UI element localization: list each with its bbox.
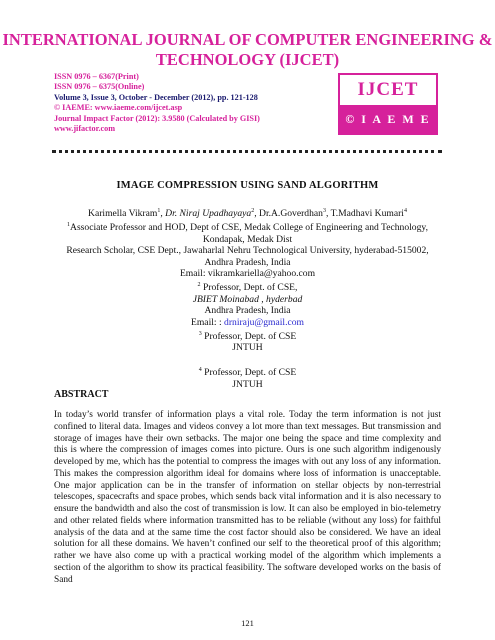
journal-title-line2: TECHNOLOGY (IJCET) [155,50,340,69]
affiliation-3-line2: JNTUH [232,342,263,354]
journal-title [0,30,495,70]
impact-factor: Journal Impact Factor (2012): 3.9580 (Calculated by GISI) [54,113,260,123]
affiliation-4: $^4$ Professor, Dept. of CSE [198,366,297,379]
author-2-sup: 2 [251,208,255,214]
affiliation-1-line3: Research Scholar, CSE Dept., Jawaharlal Nehru Technological University, hyderabad-515002, [66,245,429,257]
affiliation-1: $^1$Associate Professor and HOD, Dept of CSE, Medak College of Engineering and Technology, [67,221,428,233]
ijcet-logo [338,73,438,135]
affiliation-3: $^3$ Professor, Dept. of CSE [198,330,297,342]
email-2-link[interactable]: drniraju@gmail.com [224,316,304,328]
abstract-text: In today’s world transfer of information plays a vital role. Today the term information is not just confined to literal data. Images and videos convey a lot more than text messages. But transmission and storage of images have their own setbacks. The major one being the space and time complexity and this is where the compression of images comes into picture. Ours is one such algorithm indigenously developed by me, which has the potential to compress the images with out any loss of any information. This makes the compression algorithm ideal for domains where loss of information is unacceptable. One major application can be in the transfer of information on stellar objects by non-terrestrial telescopes, spacecrafts and space probes, which sends back vital information and it is also necessary to ensure the bandwidth and also the cost of transmission is low. It can also be employed in bio-telemetry and other related fields where information transmitted has to be reliable (without any loss) for faithful analysis of the data and at the same time the cost factor should also be considered. We have an ideal solution for all these domains. We haven’t confined our self to the theoretical proof of this algorithm; rather we have also come up with a practical working model of the algorithm which implements a section of the algorithm to show its practical feasibility. The software developed works on the basis of Sand [54,410,441,585]
volume-info: Volume 3, Issue 3, October - December (2012), pp. 121-128 [54,92,258,102]
author-1-sup: 1 [157,208,161,214]
logo-bottom-text: © I A E M E [340,105,436,133]
affiliation-1-line4: Andhra Pradesh, India [204,256,291,268]
jifactor-link[interactable]: www.jifactor.com [54,124,116,134]
email-2-label: Email: : [190,316,225,328]
abstract-heading: ABSTRACT [54,389,109,400]
email-2 [30,317,465,329]
author-4: T.Madhavi Kumari [330,208,404,220]
logo-top-text: IJCET [357,79,419,100]
author-1: Karimella Vikram [88,208,158,220]
dotted-divider [52,150,442,153]
aff1-sup: 1 [67,221,71,228]
journal-title-line1: INTERNATIONAL JOURNAL OF COMPUTER ENGINEERING & [2,30,493,49]
paper-title: IMAGE COMPRESSION USING SAND ALGORITHM [116,180,379,191]
author-2: Dr. Niraj Upadhayaya [165,208,252,220]
aff3-sup: 3 [198,330,202,337]
author-3-sup: 3 [322,208,326,214]
author-line: Karimella Vikram$^1$, Dr. Niraj Upadhayaya$^2$, Dr.A.Goverdhan$^3$, T.Madhavi Kumari$^4$ [88,208,407,220]
affiliation-2-line2: JBIET Moinabad , hyderbad [192,293,303,305]
affiliation-4-line2: JNTUH [232,378,263,390]
affiliation-2: $^2$ Professor, Dept. of CSE, [197,281,298,294]
journal-website[interactable]: © IAEME: www.iaeme.com/ijcet.asp [54,103,183,113]
affiliation-2-line3: Andhra Pradesh, India [204,305,291,317]
journal-meta [54,72,344,134]
issn-online: ISSN 0976 – 6375(Online) [54,82,145,92]
page-number: 121 [241,618,254,628]
aff2-sup: 2 [197,281,201,288]
author-3: Dr.A.Goverdhan [259,208,323,220]
author-4-sup: 4 [403,208,407,214]
aff4-sup: 4 [198,366,202,373]
issn-print: ISSN 0976 – 6367(Print) [54,72,139,81]
affiliation-1-line2: Kondapak, Medak Dist [202,233,293,245]
email-1[interactable]: Email: vikramkariella@yahoo.com [179,268,316,280]
author-block [30,206,465,390]
